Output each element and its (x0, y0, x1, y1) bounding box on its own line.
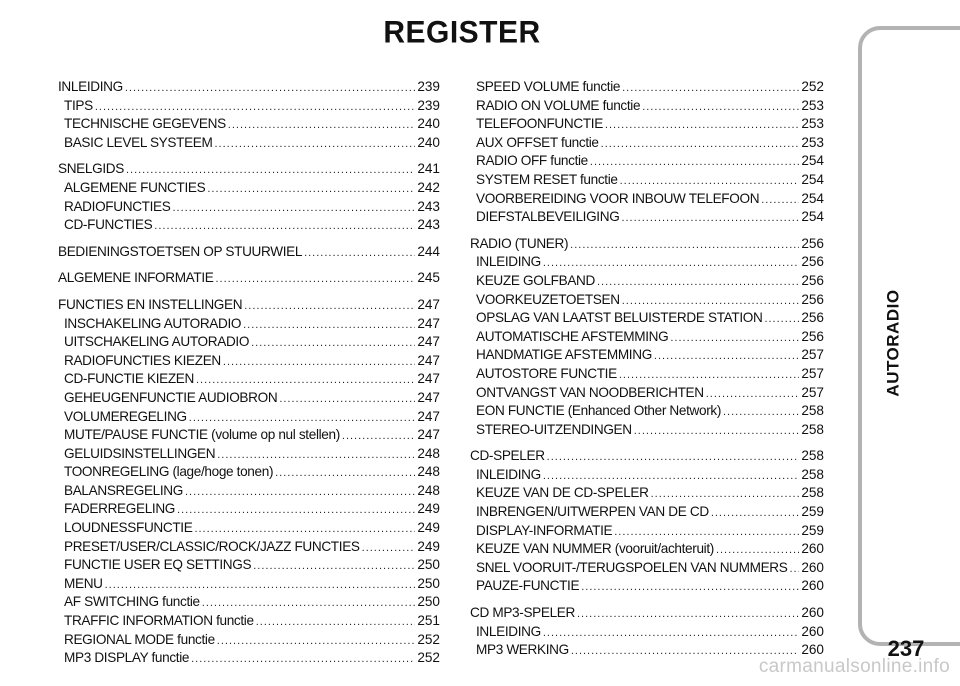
entry-label: SPEED VOLUME functie (476, 79, 621, 94)
entry-page-number: 249 (417, 501, 440, 517)
entry-label: BALANSREGELING (64, 482, 183, 498)
entry-page-number: 243 (417, 217, 440, 233)
entry-label: MP3 WERKING (476, 642, 569, 658)
entry-page-number: 247 (417, 427, 440, 443)
dot-leader (196, 371, 415, 390)
index-subentry (58, 333, 440, 352)
entry-label: PRESET/USER/CLASSIC/ROCK/JAZZ FUNCTIES (64, 538, 360, 554)
entry-page-number: 239 (417, 97, 440, 113)
index-subentry (470, 171, 824, 190)
dot-leader (622, 292, 800, 311)
dot-leader (362, 539, 416, 558)
entry-label: STEREO-UITZENDINGEN (476, 421, 632, 437)
index-subentry (58, 426, 440, 445)
entry-label: TIPS (64, 97, 93, 113)
entry-page-number: 260 (801, 541, 824, 557)
index-subentry (58, 134, 440, 153)
entry-label: FUNCTIES EN INSTELLINGEN (58, 296, 243, 312)
dot-leader (761, 191, 799, 210)
dot-leader (177, 501, 415, 520)
index-subentry (58, 519, 440, 538)
entry-label: CD MP3-SPELER (470, 605, 575, 621)
entry-label: HANDMATIGE AFSTEMMING (476, 347, 652, 363)
entry-label: INLEIDING (476, 254, 541, 270)
index-subentry (470, 272, 824, 291)
index-subentry (58, 631, 440, 650)
dot-leader (621, 209, 799, 228)
index-entry (58, 243, 440, 262)
dot-leader (711, 504, 800, 523)
index-subentry (58, 315, 440, 334)
entry-label: TRAFFIC INFORMATION functie (64, 613, 254, 629)
entry-page-number: 245 (417, 270, 440, 286)
dot-leader (185, 483, 415, 502)
index-subentry (470, 309, 824, 328)
index-subentry (470, 503, 824, 522)
dot-leader (243, 316, 415, 335)
entry-label: GELUIDSINSTELLINGEN (64, 445, 216, 461)
entry-page-number: 247 (417, 334, 440, 350)
entry-page-number: 256 (801, 272, 824, 288)
entry-page-number: 253 (801, 97, 824, 113)
index-subentry (58, 352, 440, 371)
entry-page-number: 258 (801, 403, 824, 419)
dot-leader (251, 334, 415, 353)
index-subentry (470, 421, 824, 440)
entry-page-number: 250 (417, 575, 440, 591)
dot-leader (590, 153, 799, 172)
dot-leader (723, 403, 799, 422)
entry-label: DISPLAY-INFORMATIE (476, 522, 613, 538)
index-subentry (470, 466, 824, 485)
index-column-right (470, 78, 824, 660)
entry-label: SNELGIDS (58, 161, 124, 177)
dot-leader (217, 632, 416, 651)
index-subentry (58, 500, 440, 519)
dot-leader (706, 385, 800, 404)
dot-leader (543, 624, 799, 643)
dot-leader (207, 180, 415, 199)
index-subentry (58, 216, 440, 235)
entry-label: EON FUNCTIE (Enhanced Other Network) (476, 403, 721, 419)
entry-page-number: 254 (801, 153, 824, 169)
index-subentry (58, 556, 440, 575)
entry-label: TECHNISCHE GEGEVENS (64, 116, 226, 132)
index-subentry (470, 346, 824, 365)
entry-page-number: 241 (417, 161, 440, 177)
index-entry (470, 235, 824, 254)
entry-page-number: 247 (417, 389, 440, 405)
entry-page-number: 260 (801, 623, 824, 639)
index-subentry (470, 484, 824, 503)
index-subentry (470, 115, 824, 134)
dot-leader (256, 613, 416, 632)
index-entry (58, 78, 440, 97)
entry-label: UITSCHAKELING AUTORADIO (64, 334, 250, 350)
dot-leader (126, 161, 415, 180)
index-subentry (58, 463, 440, 482)
entry-page-number: 253 (801, 116, 824, 132)
entry-page-number: 248 (417, 445, 440, 461)
entry-label: INBRENGEN/UITWERPEN VAN DE CD (476, 504, 709, 520)
entry-label: AF SWITCHING functie (64, 594, 200, 610)
entry-label: SYSTEM RESET functie (476, 171, 618, 187)
dot-leader (634, 422, 800, 441)
entry-page-number: 254 (801, 190, 824, 206)
dot-leader (214, 135, 415, 154)
index-entry (58, 296, 440, 315)
entry-label: LOUDNESSFUNCTIE (64, 520, 193, 536)
entry-page-number: 249 (417, 520, 440, 536)
index-subentry (470, 402, 824, 421)
dot-leader (95, 98, 415, 117)
entry-label: ALGEMENE FUNCTIES (64, 179, 206, 195)
index-entry (470, 447, 824, 466)
entry-label: INLEIDING (58, 79, 123, 94)
entry-label: KEUZE GOLFBAND (476, 272, 595, 288)
dot-leader (597, 273, 799, 292)
entry-label: BASIC LEVEL SYSTEEM (64, 134, 213, 150)
index-subentry (58, 445, 440, 464)
dot-leader (547, 448, 800, 467)
entry-label: TELEFOONFUNCTIE (476, 116, 603, 132)
index-subentry (470, 365, 824, 384)
entry-page-number: 239 (417, 79, 440, 94)
dot-leader (619, 366, 799, 385)
dot-leader (790, 560, 800, 579)
entry-label: AUX OFFSET functie (476, 134, 599, 150)
dot-leader (216, 270, 416, 289)
index-entry (58, 269, 440, 288)
entry-page-number: 254 (801, 171, 824, 187)
index-subentry (58, 649, 440, 668)
chapter-tab-label (874, 288, 914, 398)
dot-leader (154, 217, 415, 236)
entry-label: RADIO OFF functie (476, 153, 588, 169)
index-subentry (470, 190, 824, 209)
entry-page-number: 249 (417, 538, 440, 554)
dot-leader (304, 244, 415, 263)
entry-page-number: 253 (801, 134, 824, 150)
page-title: REGISTER (383, 15, 541, 50)
entry-label: CD-SPELER (470, 448, 545, 464)
entry-page-number: 259 (801, 504, 824, 520)
entry-page-number: 258 (801, 448, 824, 464)
dot-leader (253, 557, 415, 576)
dot-leader (642, 98, 799, 117)
entry-label: RADIOFUNCTIES (64, 198, 171, 214)
entry-label: DIEFSTALBEVEILIGING (476, 209, 620, 225)
dot-leader (105, 576, 416, 595)
dot-leader (764, 310, 799, 329)
entry-label: AUTOMATISCHE AFSTEMMING (476, 328, 669, 344)
index-subentry (58, 115, 440, 134)
entry-label: FUNCTIE USER EQ SETTINGS (64, 557, 252, 573)
entry-label: PAUZE-FUNCTIE (476, 578, 580, 594)
entry-label: INLEIDING (476, 466, 541, 482)
index-subentry (470, 97, 824, 116)
entry-page-number: 257 (801, 384, 824, 400)
dot-leader (275, 464, 415, 483)
entry-page-number: 258 (801, 485, 824, 501)
dot-leader (194, 520, 415, 539)
entry-page-number: 243 (417, 198, 440, 214)
index-entry (58, 160, 440, 179)
dot-leader (342, 427, 415, 446)
dot-leader (601, 135, 800, 154)
entry-label: OPSLAG VAN LAATST BELUISTERDE STATION (476, 310, 763, 326)
entry-label: VOLUMEREGELING (64, 408, 187, 424)
index-subentry (470, 78, 824, 97)
index-subentry (470, 291, 824, 310)
index-subentry (58, 575, 440, 594)
entry-page-number: 257 (801, 365, 824, 381)
dot-leader (543, 467, 799, 486)
entry-label: INLEIDING (476, 623, 541, 639)
entry-page-number: 256 (801, 254, 824, 270)
dot-leader (577, 605, 799, 624)
entry-label: ONTVANGST VAN NOODBERICHTEN (476, 384, 704, 400)
entry-page-number: 256 (801, 310, 824, 326)
index-subentry (58, 538, 440, 557)
watermark: carmanualsonline.info (758, 656, 950, 677)
dot-leader (716, 541, 799, 560)
entry-page-number: 260 (801, 605, 824, 621)
entry-page-number: 260 (801, 642, 824, 658)
dot-leader (622, 79, 799, 98)
dot-leader (670, 329, 799, 348)
dot-leader (244, 297, 415, 316)
entry-page-number: 240 (417, 134, 440, 150)
entry-label: VOORKEUZETOETSEN (476, 291, 620, 307)
entry-label: GEHEUGENFUNCTIE AUDIOBRON (64, 389, 278, 405)
index-subentry (58, 593, 440, 612)
entry-page-number: 260 (801, 559, 824, 575)
entry-label: KEUZE VAN DE CD-SPELER (476, 485, 649, 501)
chapter-tab-text: AUTORADIO (884, 289, 904, 397)
entry-page-number: 256 (801, 291, 824, 307)
entry-page-number: 240 (417, 116, 440, 132)
index-subentry (58, 612, 440, 631)
entry-page-number: 260 (801, 578, 824, 594)
entry-page-number: 248 (417, 464, 440, 480)
dot-leader (172, 199, 415, 218)
entry-page-number: 250 (417, 594, 440, 610)
dot-leader (191, 650, 415, 669)
index-subentry (470, 384, 824, 403)
entry-label: MUTE/PAUSE FUNCTIE (volume op nul stellen) (64, 427, 340, 443)
entry-page-number: 247 (417, 408, 440, 424)
entry-page-number: 252 (417, 631, 440, 647)
dot-leader (614, 523, 799, 542)
entry-label: ALGEMENE INFORMATIE (58, 270, 214, 286)
entry-label: CD-FUNCTIE KIEZEN (64, 371, 194, 387)
index-subentry (470, 623, 824, 642)
index-subentry (470, 134, 824, 153)
entry-page-number: 258 (801, 466, 824, 482)
entry-page-number: 247 (417, 296, 440, 312)
index-subentry (58, 370, 440, 389)
entry-label: RADIOFUNCTIES KIEZEN (64, 352, 221, 368)
index-subentry (470, 522, 824, 541)
entry-page-number: 250 (417, 557, 440, 573)
entry-page-number: 242 (417, 179, 440, 195)
dot-leader (189, 409, 416, 428)
dot-leader (620, 172, 800, 191)
entry-page-number: 257 (801, 347, 824, 363)
entry-label: RADIO (TUNER) (470, 235, 569, 251)
index-subentry (58, 198, 440, 217)
dot-leader (279, 390, 415, 409)
entry-page-number: 258 (801, 421, 824, 437)
dot-leader (581, 578, 799, 597)
dot-leader (605, 116, 799, 135)
entry-page-number: 252 (801, 79, 824, 94)
index-subentry (470, 559, 824, 578)
entry-page-number: 244 (417, 243, 440, 259)
index-entry (470, 604, 824, 623)
entry-label: MP3 DISPLAY functie (64, 650, 190, 666)
entry-page-number: 259 (801, 522, 824, 538)
dot-leader (217, 446, 415, 465)
entry-label: BEDIENINGSTOETSEN OP STUURWIEL (58, 243, 303, 259)
entry-page-number: 252 (417, 650, 440, 666)
entry-label: REGIONAL MODE functie (64, 631, 215, 647)
dot-leader (202, 594, 416, 613)
index-subentry (58, 408, 440, 427)
index-subentry (470, 540, 824, 559)
index-subentry (470, 328, 824, 347)
entry-page-number: 247 (417, 315, 440, 331)
entry-label: MENU (64, 575, 103, 591)
dot-leader (651, 485, 800, 504)
index-subentry (470, 577, 824, 596)
entry-label: AUTOSTORE FUNCTIE (476, 365, 617, 381)
entry-label: RADIO ON VOLUME functie (476, 97, 641, 113)
entry-label: TOONREGELING (lage/hoge tonen) (64, 464, 274, 480)
dot-leader (223, 353, 415, 372)
dot-leader (228, 116, 416, 135)
entry-label: KEUZE VAN NUMMER (vooruit/achteruit) (476, 541, 714, 557)
entry-label: SNEL VOORUIT-/TERUGSPOELEN VAN NUMMERS (476, 559, 788, 575)
entry-label: VOORBEREIDING VOOR INBOUW TELEFOON (476, 190, 760, 206)
entry-page-number: 247 (417, 352, 440, 368)
entry-page-number: 254 (801, 209, 824, 225)
dot-leader (543, 254, 799, 273)
page-number: 237 (887, 636, 925, 661)
index-subentry (58, 179, 440, 198)
entry-label: FADERREGELING (64, 501, 176, 517)
index-subentry (470, 208, 824, 227)
index-column-left (58, 78, 440, 668)
index-subentry (470, 253, 824, 272)
entry-page-number: 251 (417, 613, 440, 629)
dot-leader (654, 347, 799, 366)
index-subentry (58, 389, 440, 408)
entry-label: CD-FUNCTIES (64, 217, 153, 233)
entry-page-number: 247 (417, 371, 440, 387)
index-subentry (58, 97, 440, 116)
entry-label: INSCHAKELING AUTORADIO (64, 315, 242, 331)
dot-leader (125, 79, 415, 98)
entry-page-number: 248 (417, 482, 440, 498)
entry-page-number: 256 (801, 328, 824, 344)
dot-leader (570, 236, 799, 255)
entry-page-number: 256 (801, 235, 824, 251)
index-subentry (470, 152, 824, 171)
index-subentry (58, 482, 440, 501)
